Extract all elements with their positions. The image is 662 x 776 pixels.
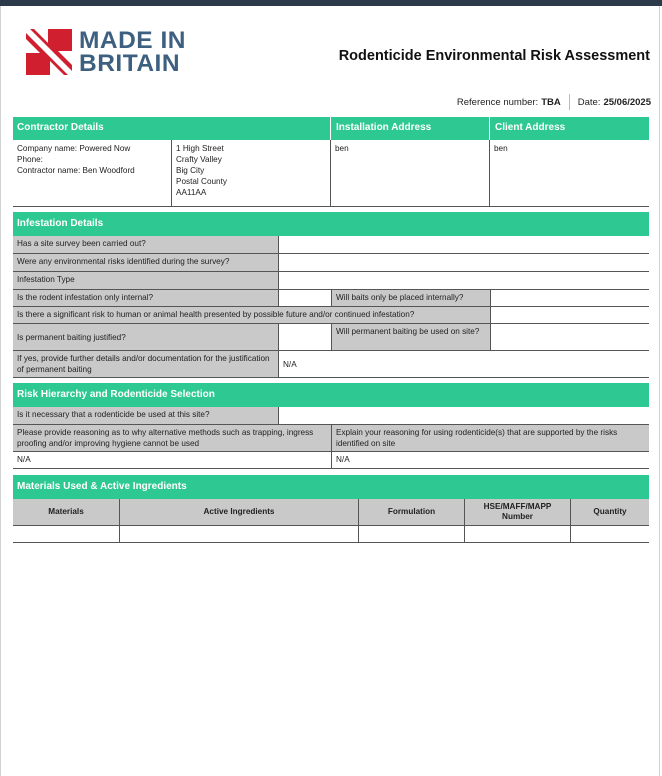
company-name: Company name: Powered Now [17, 144, 131, 153]
contractor-details [13, 143, 171, 176]
infestation-details-heading: Infestation Details [17, 218, 104, 229]
a-rodenticide-reasoning: N/A [331, 452, 649, 469]
q-further-details: If yes, provide further details and/or documentation for the justification of permanent baiting [13, 351, 278, 378]
materials-heading: Materials Used & Active Ingredients [17, 481, 187, 492]
reference-divider [569, 94, 570, 110]
client-address-heading: Client Address [495, 122, 566, 133]
a-significant-risk [490, 307, 649, 324]
col-quantity: Quantity [570, 499, 649, 526]
a-permanent-justified [278, 324, 331, 351]
made-in-britain-logo [26, 26, 186, 78]
address-line: Postal County [176, 177, 227, 186]
col-hse-number: HSE/MAFF/MAPP Number [464, 499, 570, 526]
a-internal-only [278, 290, 331, 307]
contractor-address [172, 143, 330, 198]
a-site-survey [278, 236, 649, 254]
q-environmental-risks: Were any environmental risks identified during the survey? [13, 254, 278, 272]
infestation-header-bar [13, 212, 649, 236]
address-line: AA11AA [176, 188, 207, 197]
reference-label: Reference number: [456, 96, 539, 108]
date-label: Date: [577, 96, 601, 108]
q-rodenticide-reasoning: Explain your reasoning for using rodenticide(s) that are supported by the risks identified on site [331, 425, 649, 452]
q-site-survey: Has a site survey been carried out? [13, 236, 278, 254]
reference-row [457, 94, 651, 110]
union-flag-icon [26, 29, 72, 75]
col-materials: Materials [13, 499, 119, 526]
address-line: 1 High Street [176, 144, 224, 153]
contractor-name: Contractor name: Ben Woodford [17, 166, 135, 175]
address-line: Crafty Valley [176, 155, 222, 164]
logo-wordmark [79, 29, 186, 75]
logo-line-2: BRITAIN [79, 50, 181, 77]
q-rodenticide-necessary: Is it necessary that a rodenticide be used at this site? [13, 407, 278, 425]
a-rodenticide-necessary [278, 407, 649, 425]
page-title: Rodenticide Environmental Risk Assessment [338, 48, 650, 64]
a-baits-internal [490, 290, 649, 307]
reference-value: TBA [541, 96, 561, 108]
risk-hierarchy-heading: Risk Hierarchy and Rodenticide Selection [17, 389, 215, 400]
a-alternative-methods: N/A [13, 452, 331, 469]
materials-row-cell [464, 526, 570, 543]
materials-row-cell [13, 526, 119, 543]
logo-line-1: MADE IN [79, 27, 186, 54]
a-further-details: N/A [278, 351, 649, 378]
phone: Phone: [17, 155, 43, 164]
materials-row-cell [358, 526, 464, 543]
a-infestation-type [278, 272, 649, 290]
q-baits-internal: Will baits only be placed internally? [331, 290, 490, 307]
q-alternative-methods: Please provide reasoning as to why alternative methods such as trapping, ingress proofing and/or improving hygiene cannot be used [13, 425, 331, 452]
q-permanent-justified: Is permanent baiting justified? [13, 324, 278, 351]
a-environmental-risks [278, 254, 649, 272]
q-significant-risk: Is there a significant risk to human or animal health presented by possible future and/or continued infestation? [13, 307, 490, 324]
installation-address-value: ben [335, 144, 349, 153]
client-address-value: ben [494, 144, 508, 153]
materials-row-cell [119, 526, 358, 543]
a-permanent-used [490, 324, 649, 351]
q-infestation-type: Infestation Type [13, 272, 278, 290]
q-internal-only: Is the rodent infestation only internal? [13, 290, 278, 307]
col-formulation: Formulation [358, 499, 464, 526]
q-permanent-used: Will permanent baiting be used on site? [331, 324, 490, 351]
contractor-details-heading: Contractor Details [17, 122, 104, 133]
materials-row-cell [570, 526, 649, 543]
date-value: 25/06/2025 [603, 96, 651, 108]
address-line: Big City [176, 166, 205, 175]
installation-address-heading: Installation Address [336, 122, 432, 133]
col-active-ingredients: Active Ingredients [119, 499, 358, 526]
